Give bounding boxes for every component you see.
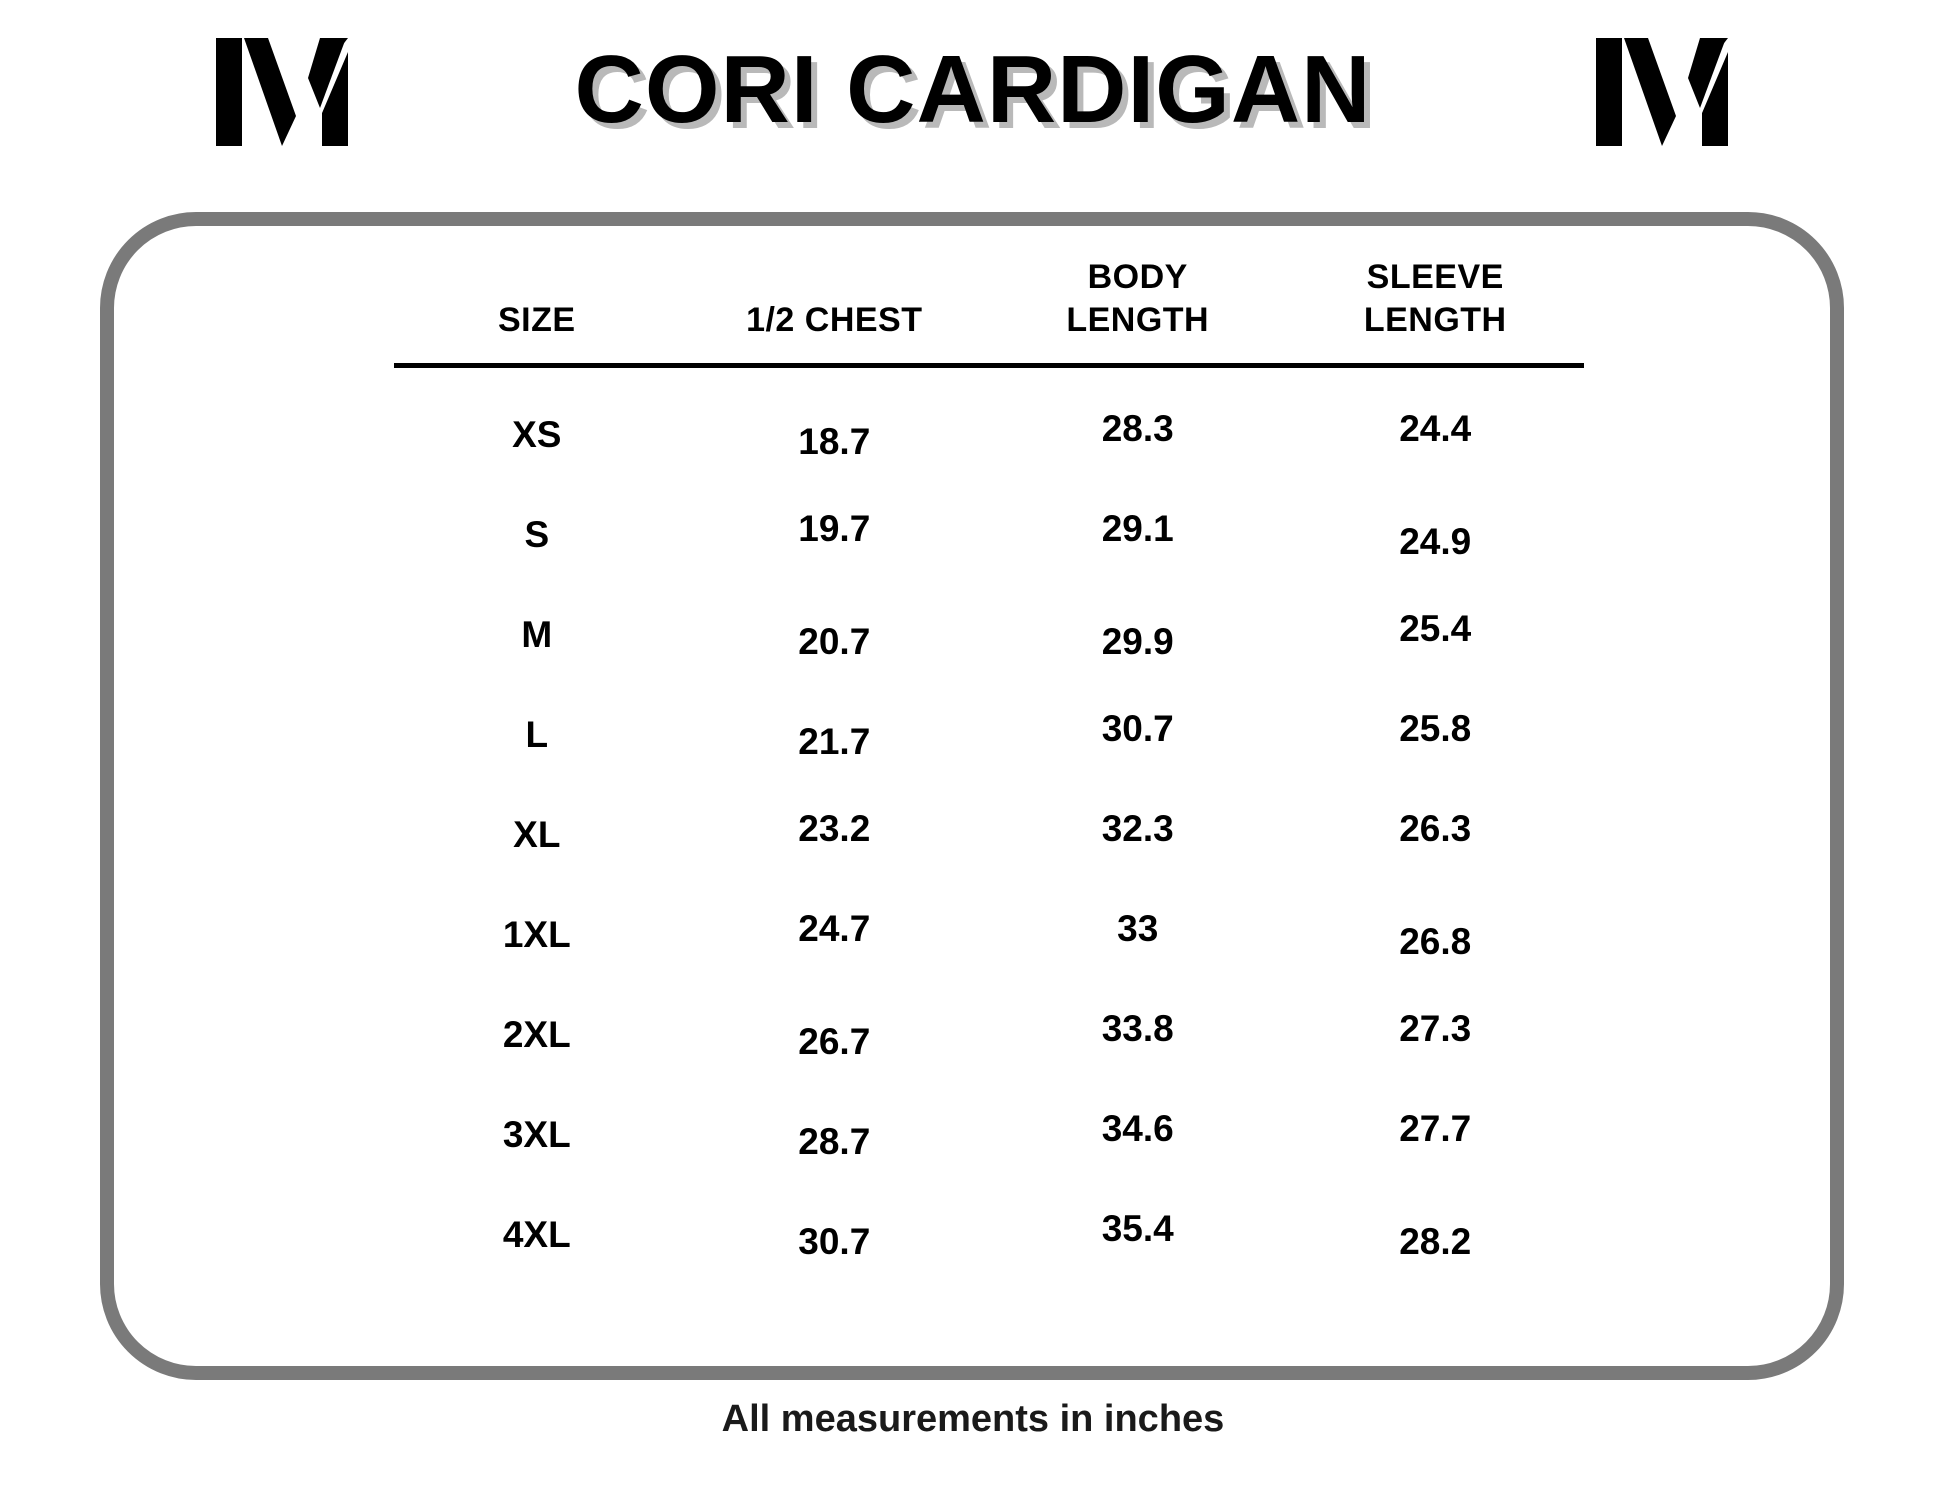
cell-sleeve-length-value: 27.3 [1399,1008,1472,1049]
column-header-size [394,256,680,366]
cell-sleeve-length-value: 25.4 [1399,608,1472,649]
cell-body-length [989,885,1287,985]
cell-body-length-value: 34.6 [1101,1108,1174,1149]
cell-sleeve-length [1286,885,1584,985]
cell-body-length-value: 30.7 [1101,708,1174,749]
cell-half-chest-value: 28.7 [798,1121,871,1162]
table-row [394,366,1584,486]
cell-sleeve-length [1286,1185,1584,1285]
cell-body-length [989,585,1287,685]
table-row [394,985,1584,1085]
cell-sleeve-length-value: 28.2 [1399,1221,1472,1262]
brand-logo-right-icon [1596,38,1728,146]
cell-sleeve-length-value: 24.4 [1399,408,1472,449]
cell-sleeve-length [1286,985,1584,1085]
size-table-wrapper [394,256,1584,1285]
cell-half-chest [680,1185,989,1285]
table-row [394,1185,1584,1285]
column-header-sleeve-length [1286,256,1584,366]
cell-sleeve-length [1286,366,1584,486]
cell-size: 3XL [502,1114,571,1155]
cell-sleeve-length [1286,485,1584,585]
cell-body-length [989,985,1287,1085]
cell-half-chest [680,885,989,985]
cell-body-length [989,366,1287,486]
column-header-body-length [989,256,1287,366]
cell-sleeve-length-value: 26.8 [1399,921,1472,962]
column-header-sleeve-length-line1: SLEEVE [1366,258,1504,296]
cell-body-length [989,1085,1287,1185]
cell-half-chest [680,1085,989,1185]
table-row [394,685,1584,785]
cell-half-chest [680,585,989,685]
cell-body-length [989,685,1287,785]
cell-size: M [521,614,553,655]
cell-body-length-value: 33 [1117,908,1159,949]
cell-half-chest-value: 24.7 [798,908,871,949]
table-row [394,785,1584,885]
table-header-row [394,256,1584,366]
cell-sleeve-length-value: 24.9 [1399,521,1472,562]
cell-body-length-value: 32.3 [1101,808,1174,849]
cell-size: L [525,714,549,755]
cell-size: S [524,514,550,555]
cell-body-length-value: 33.8 [1101,1008,1174,1049]
cell-half-chest-value: 21.7 [798,721,871,762]
cell-sleeve-length [1286,585,1584,685]
cell-half-chest [680,485,989,585]
brand-logo-left-icon [216,38,348,146]
cell-half-chest-value: 20.7 [798,621,871,662]
page-title: CORI CARDIGAN [574,36,1372,143]
cell-half-chest-value: 19.7 [798,508,871,549]
size-chart-card [100,212,1844,1380]
column-header-body-length-line2: LENGTH [1066,300,1210,339]
cell-body-length-value: 29.1 [1101,508,1174,549]
cell-body-length [989,785,1287,885]
cell-half-chest-value: 30.7 [798,1221,871,1262]
cell-half-chest [680,685,989,785]
cell-half-chest-value: 18.7 [798,421,871,462]
cell-body-length-value: 35.4 [1101,1208,1174,1249]
column-header-size-line1: SIZE [498,300,576,339]
cell-size: 4XL [502,1214,571,1255]
cell-size: 2XL [502,1014,571,1055]
cell-sleeve-length-value: 27.7 [1399,1108,1472,1149]
cell-body-length-value: 29.9 [1101,621,1174,662]
cell-body-length-value: 28.3 [1101,408,1174,449]
cell-half-chest [680,366,989,486]
column-header-half-chest [680,256,989,366]
cell-sleeve-length [1286,1085,1584,1185]
cell-sleeve-length [1286,785,1584,885]
cell-half-chest [680,785,989,885]
cell-half-chest-value: 26.7 [798,1021,871,1062]
cell-half-chest-value: 23.2 [798,808,871,849]
table-row [394,585,1584,685]
cell-sleeve-length-value: 25.8 [1399,708,1472,749]
table-header [394,256,1584,366]
header [0,0,1946,170]
table-body [394,366,1584,1286]
table-row [394,485,1584,585]
cell-size: 1XL [502,914,571,955]
cell-body-length [989,1185,1287,1285]
column-header-sleeve-length-line2: LENGTH [1363,300,1507,339]
cell-sleeve-length-value: 26.3 [1399,808,1472,849]
cell-body-length [989,485,1287,585]
cell-half-chest [680,985,989,1085]
cell-size: XS [512,414,562,455]
cell-sleeve-length [1286,685,1584,785]
table-row [394,885,1584,985]
column-header-half-chest-line1: 1/2 CHEST [746,300,923,339]
cell-size: XL [513,814,561,855]
measurement-units-note: All measurements in inches [721,1398,1225,1440]
size-chart-table [394,256,1584,1285]
table-row [394,1085,1584,1185]
column-header-body-length-line1: BODY [1087,258,1188,296]
